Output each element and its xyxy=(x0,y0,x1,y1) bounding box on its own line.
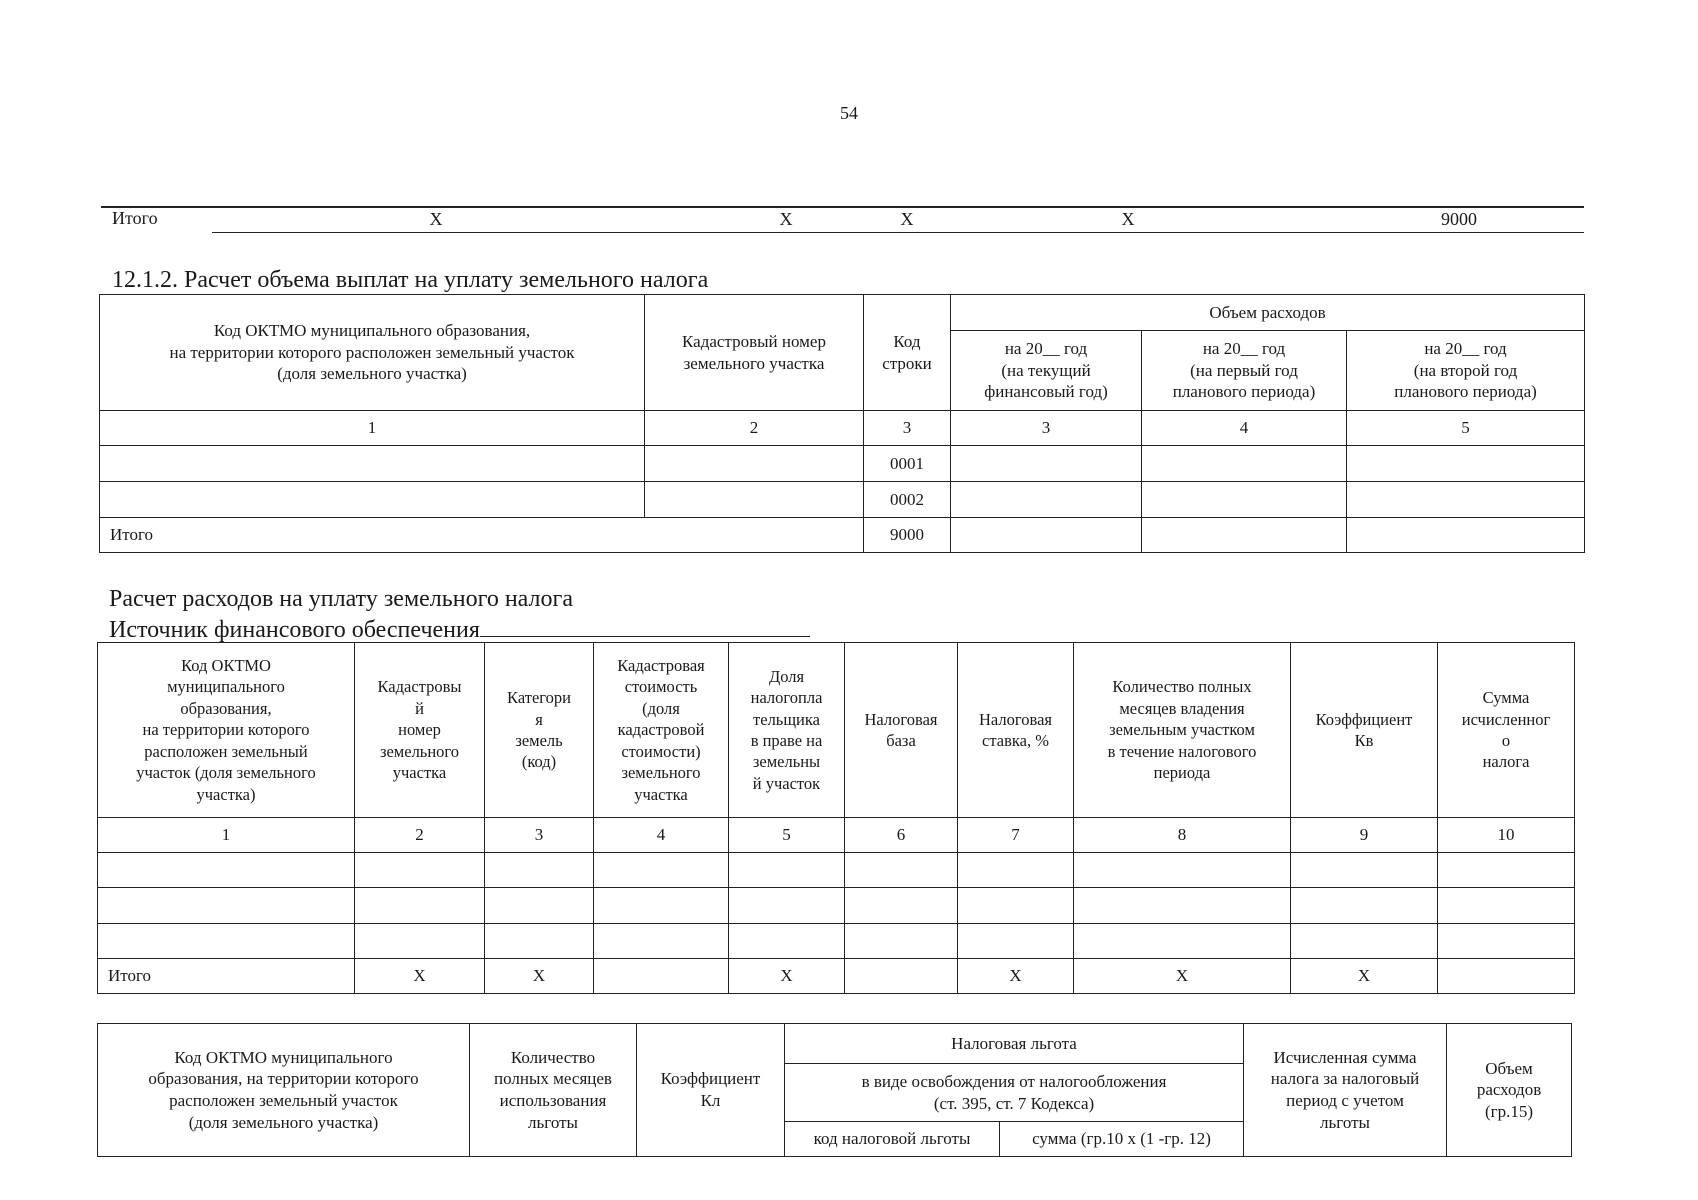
table-row xyxy=(98,924,1575,959)
top-total-underline xyxy=(212,232,1584,233)
header-land-category: Категори я земель (код) xyxy=(485,643,594,818)
top-total-top-rule xyxy=(101,206,1584,208)
top-total-value: X xyxy=(429,209,443,229)
total-calculated-tax xyxy=(1438,959,1575,994)
column-numbers-row xyxy=(100,411,1585,446)
header-oktmo: Код ОКТМО муниципального образования, на территории которого расположен земельный участок (доля земельного участка) xyxy=(98,643,355,818)
total-land-category: X xyxy=(485,959,594,994)
empty-cell xyxy=(958,853,1074,888)
empty-cell xyxy=(845,888,958,924)
column-number: 10 xyxy=(1438,818,1575,853)
tax-benefit-table xyxy=(97,1023,1572,1157)
column-number: 1 xyxy=(98,818,355,853)
empty-cell xyxy=(355,853,485,888)
header-year-second: на 20__ год (на второй год планового периода) xyxy=(1347,331,1585,411)
empty-cell xyxy=(1438,853,1575,888)
top-total-value: 9000 xyxy=(1441,209,1477,229)
column-number: 7 xyxy=(958,818,1074,853)
empty-cell xyxy=(485,888,594,924)
total-year-current xyxy=(951,518,1142,553)
header-tax-benefit: Налоговая льгота xyxy=(785,1024,1244,1064)
empty-cell xyxy=(98,853,355,888)
cell-year-first xyxy=(1142,446,1347,482)
total-ownership-months: X xyxy=(1074,959,1291,994)
empty-cell xyxy=(1438,888,1575,924)
header-cadastral-number: Кадастровы й номер земельного участка xyxy=(355,643,485,818)
header-oktmo: Код ОКТМО муниципального образования, на территории которого расположен земельный участок (доля земельного участка) xyxy=(98,1024,470,1157)
header-exemption: в виде освобождения от налогообложения (ст. 395, ст. 7 Кодекса) xyxy=(785,1064,1244,1122)
header-calculated-tax: Сумма исчисленног о налога xyxy=(1438,643,1575,818)
total-tax-rate: X xyxy=(958,959,1074,994)
empty-cell xyxy=(1074,924,1291,959)
total-label: Итого xyxy=(98,959,355,994)
total-year-first xyxy=(1142,518,1347,553)
header-expenses: Объем расходов xyxy=(951,295,1585,331)
empty-cell xyxy=(958,924,1074,959)
column-number: 1 xyxy=(100,411,645,446)
cell-oktmo xyxy=(100,482,645,518)
empty-cell xyxy=(355,888,485,924)
total-taxpayer-share: X xyxy=(729,959,845,994)
header-tax-rate: Налоговая ставка, % xyxy=(958,643,1074,818)
column-number: 2 xyxy=(355,818,485,853)
column-number: 8 xyxy=(1074,818,1291,853)
funding-source-label: Источник финансового обеспечения xyxy=(109,617,480,643)
top-total-value: X xyxy=(1121,209,1135,229)
header-benefit-sum: сумма (гр.10 х (1 -гр. 12) xyxy=(1000,1122,1244,1157)
column-number: 3 xyxy=(951,411,1142,446)
empty-cell xyxy=(594,924,729,959)
section-2-title: Расчет расходов на уплату земельного налога xyxy=(109,586,573,612)
empty-cell xyxy=(729,888,845,924)
land-tax-payments-table xyxy=(99,294,1585,553)
empty-cell xyxy=(845,853,958,888)
total-label: Итого xyxy=(100,518,864,553)
empty-cell xyxy=(1438,924,1575,959)
section-1-title: 12.1.2. Расчет объема выплат на уплату земельного налога xyxy=(112,267,709,293)
cell-year-first xyxy=(1142,482,1347,518)
table-row xyxy=(98,853,1575,888)
header-benefit-code: код налоговой льготы xyxy=(785,1122,1000,1157)
empty-cell xyxy=(729,924,845,959)
total-row xyxy=(100,518,1585,553)
empty-cell xyxy=(729,853,845,888)
header-coefficient-kv: Коэффициент Кв xyxy=(1291,643,1438,818)
total-coefficient-kv: X xyxy=(1291,959,1438,994)
empty-cell xyxy=(485,924,594,959)
column-number: 6 xyxy=(845,818,958,853)
funding-source-line xyxy=(109,614,810,644)
total-row xyxy=(98,959,1575,994)
empty-cell xyxy=(485,853,594,888)
top-total-value: X xyxy=(779,209,793,229)
header-ownership-months: Количество полных месяцев владения земельным участком в течение налогового периода xyxy=(1074,643,1291,818)
funding-source-blank xyxy=(480,614,810,637)
empty-cell xyxy=(958,888,1074,924)
land-tax-calculation-table xyxy=(97,642,1575,994)
empty-cell xyxy=(845,924,958,959)
cell-oktmo xyxy=(100,446,645,482)
header-year-first: на 20__ год (на первый год планового периода) xyxy=(1142,331,1347,411)
header-row-code: Код строки xyxy=(864,295,951,411)
total-cadastral: X xyxy=(355,959,485,994)
header-benefit-months: Количество полных месяцев использования льготы xyxy=(470,1024,637,1157)
table-row xyxy=(100,482,1585,518)
empty-cell xyxy=(1291,888,1438,924)
empty-cell xyxy=(1291,853,1438,888)
column-number: 3 xyxy=(485,818,594,853)
column-number: 9 xyxy=(1291,818,1438,853)
header-cadastral-number: Кадастровый номер земельного участка xyxy=(645,295,864,411)
header-calculated-tax-with-benefit: Исчисленная сумма налога за налоговый период с учетом льготы xyxy=(1244,1024,1447,1157)
header-taxpayer-share: Доля налогопла тельщика в праве на земельны й участок xyxy=(729,643,845,818)
empty-cell xyxy=(1074,888,1291,924)
column-number: 2 xyxy=(645,411,864,446)
column-numbers-row xyxy=(98,818,1575,853)
header-tax-base: Налоговая база xyxy=(845,643,958,818)
header-expenses: Объем расходов (гр.15) xyxy=(1447,1024,1572,1157)
column-number: 4 xyxy=(1142,411,1347,446)
column-number: 4 xyxy=(594,818,729,853)
empty-cell xyxy=(98,924,355,959)
column-number: 5 xyxy=(1347,411,1585,446)
cell-row-code: 0002 xyxy=(864,482,951,518)
cell-year-current xyxy=(951,446,1142,482)
empty-cell xyxy=(1291,924,1438,959)
empty-cell xyxy=(594,853,729,888)
header-oktmo: Код ОКТМО муниципального образования, на территории которого расположен земельный участок (доля земельного участка) xyxy=(100,295,645,411)
cell-year-current xyxy=(951,482,1142,518)
top-total-label: Итого xyxy=(112,208,158,228)
empty-cell xyxy=(1074,853,1291,888)
cell-cadastral xyxy=(645,446,864,482)
cell-year-second xyxy=(1347,446,1585,482)
column-number: 3 xyxy=(864,411,951,446)
column-number: 5 xyxy=(729,818,845,853)
header-coefficient-kl: Коэффициент Кл xyxy=(637,1024,785,1157)
total-tax-base xyxy=(845,959,958,994)
header-row xyxy=(98,643,1575,818)
empty-cell xyxy=(355,924,485,959)
total-cadastral-value xyxy=(594,959,729,994)
empty-cell xyxy=(594,888,729,924)
top-total-value: X xyxy=(900,209,914,229)
table-row xyxy=(100,446,1585,482)
header-year-current: на 20__ год (на текущий финансовый год) xyxy=(951,331,1142,411)
cell-year-second xyxy=(1347,482,1585,518)
cell-row-code: 0001 xyxy=(864,446,951,482)
cell-cadastral xyxy=(645,482,864,518)
total-row-code: 9000 xyxy=(864,518,951,553)
empty-cell xyxy=(98,888,355,924)
page-number: 54 xyxy=(840,103,858,123)
total-year-second xyxy=(1347,518,1585,553)
header-cadastral-value: Кадастровая стоимость (доля кадастровой стоимости) земельного участка xyxy=(594,643,729,818)
table-row xyxy=(98,888,1575,924)
